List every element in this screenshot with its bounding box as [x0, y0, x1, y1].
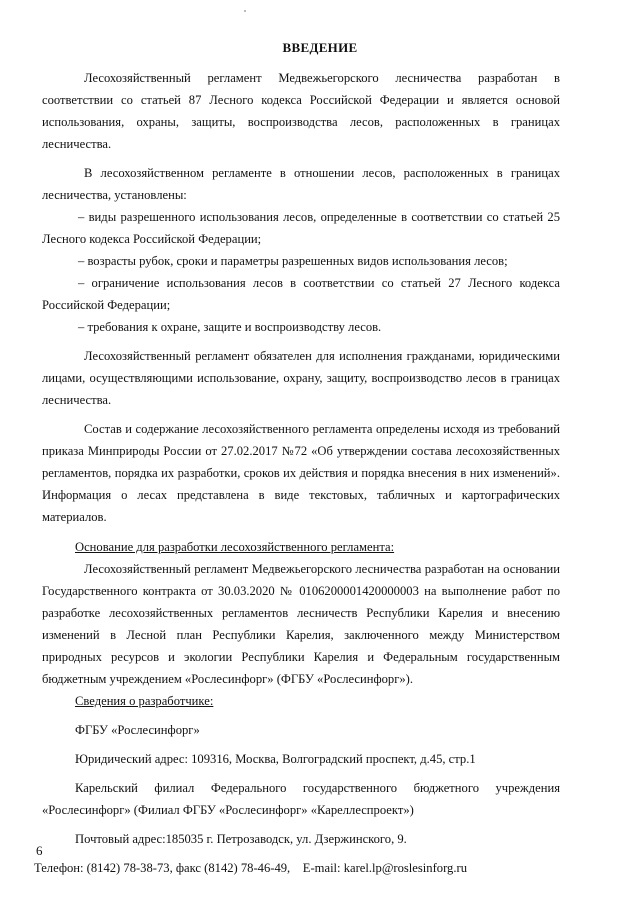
page-number: 6 [36, 843, 43, 858]
list-item: – требования к охране, защите и воспроизводству лесов. [78, 320, 382, 334]
intro-paragraph-1: Лесохозяйственный регламент Медвежьегорского лесничества разработан в соответствии со статьей 87 Лесного кодекса Российской Федерации и является основой использования, охраны, защиты, воспроизводства лесов, расположенных в границах лесничества. [42, 71, 560, 151]
page-title: ВВЕДЕНИЕ [282, 40, 358, 55]
obligatory-paragraph: Лесохозяйственный регламент обязателен для исполнения гражданами, юридическими лицами, осуществляющими использование, охрану, защиту, воспроизводство лесов в границах лесничества. [42, 349, 560, 407]
developer-heading-text: Сведения о разработчике: [75, 694, 214, 708]
list-item: – возрасты рубок, сроки и параметры разрешенных видов использования лесов; [78, 254, 508, 268]
developer-name: ФГБУ «Рослесинфорг» [75, 723, 200, 737]
developer-heading [42, 690, 560, 712]
list-item: – ограничение использования лесов в соответствии со статьей 27 Лесного кодекса Российской Федерации; [42, 276, 560, 312]
basis-heading-text: Основание для разработки лесохозяйственного регламента: [75, 540, 395, 554]
intro-paragraph-2: В лесохозяйственном регламенте в отношении лесов, расположенных в границах лесничества, установлены: [42, 166, 560, 202]
developer-address: Юридический адрес: 109316, Москва, Волгоградский проспект, д.45, стр.1 [75, 752, 476, 766]
document-body [34, 67, 560, 879]
branch-paragraph: Карельский филиал Федерального государственного бюджетного учреждения «Рослесинфорг» (Филиал ФГБУ «Рослесинфорг» «Кареллеспроект») [42, 781, 560, 817]
contacts-line: Телефон: (8142) 78-38-73, факс (8142) 78-46-49, E-mail: karel.lp@roslesinforg.ru [34, 861, 467, 875]
basis-paragraph: Лесохозяйственный регламент Медвежьегорского лесничества разработан на основании Государственного контракта от 30.03.2020 № 0106200001420000003 на выполнение работ по разработке лесохозяйственных регламентов лесничеств Республики Карелия и внесению изменений в Лесной план Республики Карелия, заключенного между Министерством природных ресурсов и экологии Республики Карелия и Федеральным государственным бюджетным учреждением «Рослесинфорг» (ФГБУ «Рослесинфорг»). [42, 562, 560, 686]
list-item: – виды разрешенного использования лесов, определенные в соответствии со статьей 25 Лесного кодекса Российской Федерации; [42, 210, 560, 246]
postal-address: Почтовый адрес:185035 г. Петрозаводск, ул. Дзержинского, 9. [75, 832, 407, 846]
composition-paragraph: Состав и содержание лесохозяйственного регламента определены исходя из требований приказа Минприроды России от 27.02.2017 №72 «Об утверждении состава лесохозяйственных регламентов, порядка их разработки, сроков их действия и порядка внесения в них изменений». Информация о лесах представлена в виде текстовых, табличных и картографических материалов. [42, 422, 560, 524]
basis-heading [42, 536, 560, 558]
scan-speck [244, 10, 246, 12]
